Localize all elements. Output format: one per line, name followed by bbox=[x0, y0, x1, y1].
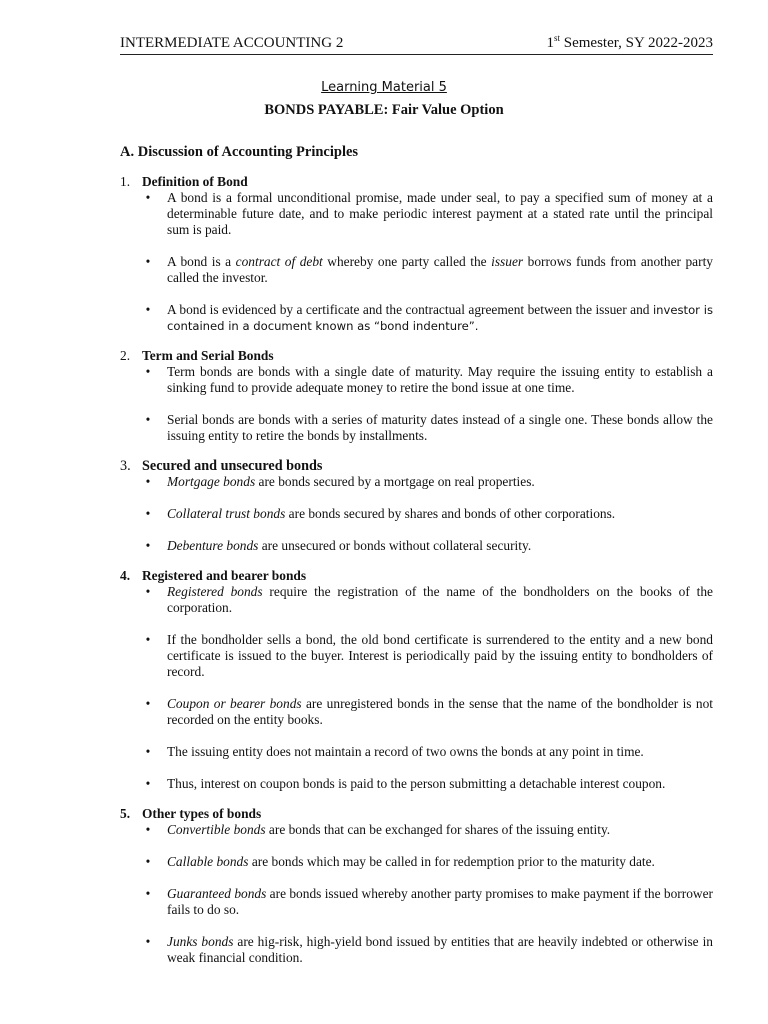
section-secured-and-unsecured-bonds bbox=[120, 458, 713, 554]
list-item: • Convertible bonds are bonds that can be exchanged for shares of the issuing entity. bbox=[145, 822, 611, 837]
list-item: • A bond is a formal unconditional promise, made under seal, to pay a specified sum of money at a determinable future date, and to make periodic interest payment at a stated rate until the principal sum is paid. bbox=[145, 190, 713, 237]
section-other-types-of-bonds bbox=[120, 806, 713, 966]
section-title: 4. Registered and bearer bonds bbox=[120, 568, 307, 583]
list-item: • Term bonds are bonds with a single date of maturity. May require the issuing entity to establish a sinking fund to provide adequate money to retire the bond issue at one time. bbox=[145, 364, 713, 395]
list-item: • Collateral trust bonds are bonds secured by shares and bonds of other corporations. bbox=[145, 506, 616, 521]
list-item: • A bond is a contract of debt whereby one party called the issuer borrows funds from another party called the investor. bbox=[145, 254, 713, 285]
list-item: • Callable bonds are bonds which may be called in for redemption prior to the maturity date. bbox=[145, 854, 655, 869]
list-item: • Coupon or bearer bonds are unregistered bonds in the sense that the name of the bondholder is not recorded on the entity books. bbox=[145, 696, 713, 727]
list-item: • If the bondholder sells a bond, the old bond certificate is surrendered to the entity and a new bond certificate is issued to the buyer. Interest is periodically paid by the issuing entity to bondholders of record. bbox=[145, 632, 713, 679]
list-item: • Serial bonds are bonds with a series of maturity dates instead of a single one. These bonds allow the issuing entity to retire the bonds by installments. bbox=[145, 412, 713, 443]
list-item: • The issuing entity does not maintain a record of two owns the bonds at any point in time. bbox=[145, 744, 644, 759]
document-title: BONDS PAYABLE: Fair Value Option bbox=[264, 102, 504, 118]
list-item: • Thus, interest on coupon bonds is paid to the person submitting a detachable interest coupon. bbox=[145, 776, 666, 791]
section-heading: A. Discussion of Accounting Principles bbox=[120, 144, 359, 160]
document-body bbox=[120, 144, 713, 980]
section-title: 1. Definition of Bond bbox=[120, 174, 248, 189]
list-item: • Registered bonds require the registration of the name of the bondholders on the books of the corporation. bbox=[145, 584, 713, 615]
page-header bbox=[120, 30, 713, 55]
list-item: • Guaranteed bonds are bonds issued whereby another party promises to make payment if the borrower fails to do so. bbox=[145, 886, 713, 917]
section-title: 3. Secured and unsecured bonds bbox=[120, 458, 323, 474]
list-item: • Mortgage bonds are bonds secured by a mortgage on real properties. bbox=[145, 474, 535, 489]
section-registered-and-bearer-bonds bbox=[120, 568, 713, 792]
section-definition-of-bond bbox=[120, 174, 713, 334]
list-item: • A bond is evidenced by a certificate and the contractual agreement between the issuer and investor is contained in a document known as “bond indenture”. bbox=[145, 302, 713, 333]
semester-label: 1st Semester, SY 2022-2023 bbox=[546, 33, 713, 51]
section-term-and-serial-bonds bbox=[120, 348, 713, 444]
section-title: 5. Other types of bonds bbox=[120, 806, 262, 821]
list-item: • Junks bonds are hig-risk, high-yield bond issued by entities that are heavily indebted or otherwise in weak financial condition. bbox=[145, 934, 713, 965]
course-title: INTERMEDIATE ACCOUNTING 2 bbox=[120, 35, 344, 51]
section-title: 2. Term and Serial Bonds bbox=[120, 348, 274, 363]
learning-material-label: Learning Material 5 bbox=[321, 80, 447, 95]
list-item: • Debenture bonds are unsecured or bonds without collateral security. bbox=[145, 538, 532, 553]
